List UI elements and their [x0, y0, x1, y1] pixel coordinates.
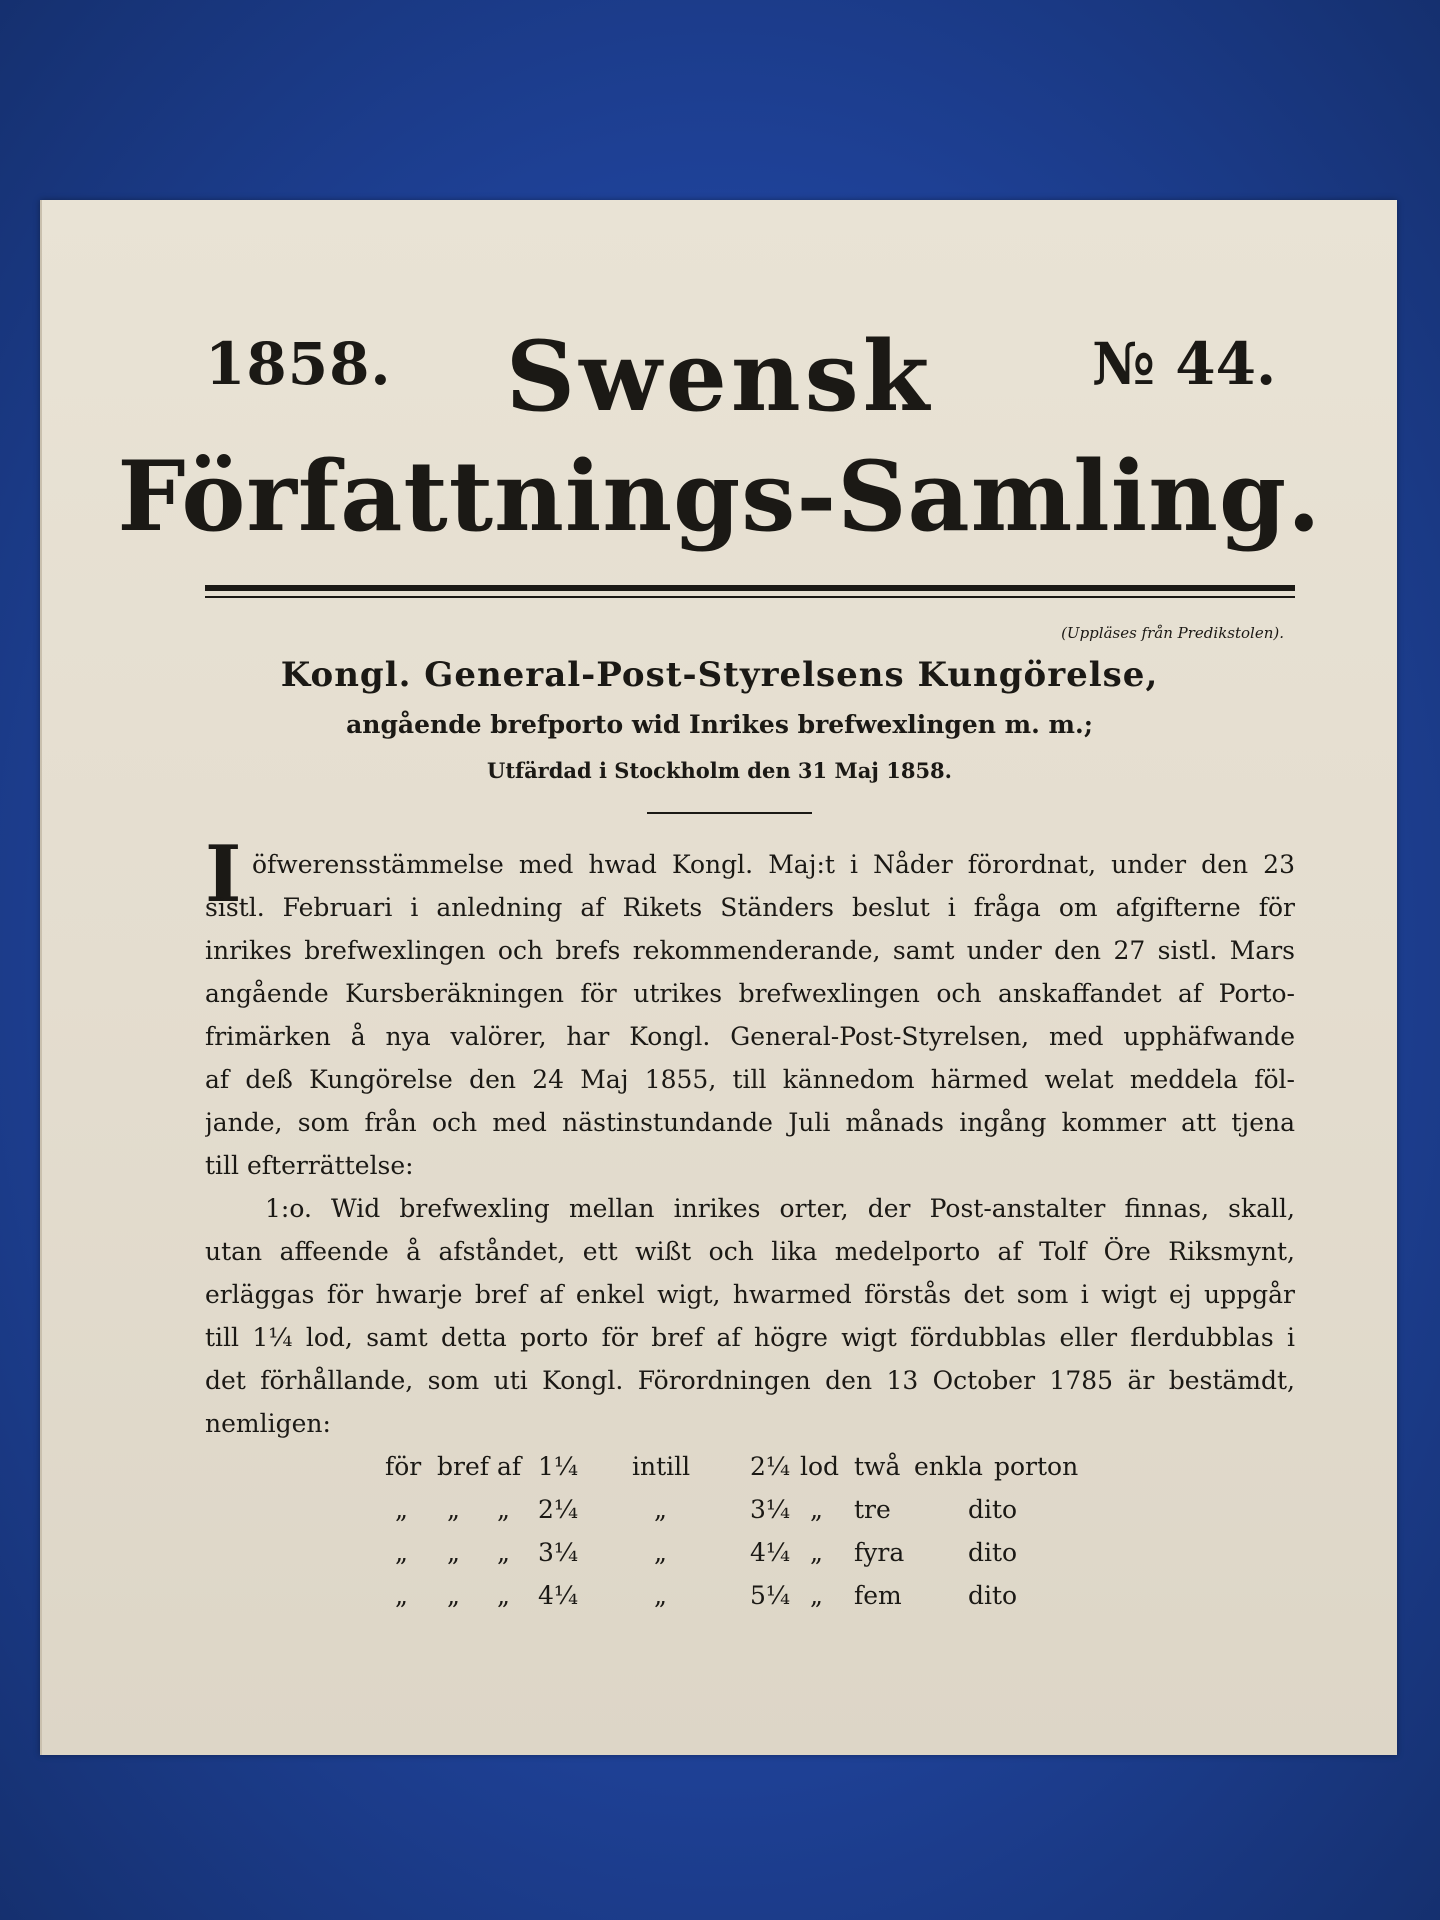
table-cell: 3¼ — [538, 1538, 579, 1567]
body-line: sistl. Februari i anledning af Rikets Ständers beslut i fråga om afgifterne för — [205, 893, 1295, 922]
table-cell: „ — [497, 1538, 510, 1567]
table-cell: „ — [395, 1538, 408, 1567]
table-cell: dito — [968, 1495, 1018, 1524]
body-line: 1:o. Wid brefwexling mellan inrikes orter, der Post-anstalter finnas, skall, — [265, 1194, 1295, 1223]
body-line: angående Kursberäkningen för utrikes brefwexlingen och anskaffandet af Porto- — [205, 979, 1295, 1008]
table-cell: „ — [447, 1538, 460, 1567]
table-cell: „ — [654, 1581, 667, 1610]
table-cell: 4¼ — [538, 1581, 579, 1610]
body-line: öfwerensstämmelse med hwad Kongl. Maj:t i Nåder förordnat, under den 23 — [252, 850, 1295, 879]
table-cell: „ — [654, 1538, 667, 1567]
table-cell: „ — [810, 1538, 823, 1567]
table-cell: enkla — [914, 1452, 983, 1481]
body-line: det förhållande, som uti Kongl. Förordningen den 13 October 1785 är bestämdt, — [205, 1366, 1295, 1395]
table-cell: 5¼ — [750, 1581, 791, 1610]
table-cell: dito — [968, 1538, 1018, 1567]
body-line: till 1¼ lod, samt detta porto för bref af högre wigt fördubblas eller flerdubblas i — [205, 1323, 1295, 1352]
body-line: af deß Kungörelse den 24 Maj 1855, till kännedom härmed welat meddela föl- — [205, 1065, 1295, 1094]
table-cell: lod — [800, 1452, 840, 1481]
table-cell: fyra — [854, 1538, 905, 1567]
table-cell: porton — [994, 1452, 1079, 1481]
document-page — [40, 200, 1397, 1755]
table-cell: för — [385, 1452, 422, 1481]
table-cell: 2¼ — [538, 1495, 579, 1524]
table-cell: bref — [437, 1452, 490, 1481]
table-cell: „ — [654, 1495, 667, 1524]
table-cell: af — [497, 1452, 522, 1481]
table-cell: 4¼ — [750, 1538, 791, 1567]
table-cell: 2¼ — [750, 1452, 791, 1481]
heading-line-3: Utfärdad i Stockholm den 31 Maj 1858. — [487, 758, 952, 783]
year: 1858. — [205, 330, 392, 398]
title-line-1: Swensk — [505, 320, 934, 433]
body-line: nemligen: — [205, 1409, 331, 1438]
table-cell: „ — [447, 1495, 460, 1524]
table-cell: „ — [395, 1581, 408, 1610]
body-line: till efterrättelse: — [205, 1151, 414, 1180]
table-cell: „ — [497, 1581, 510, 1610]
table-cell: „ — [447, 1581, 460, 1610]
table-cell: intill — [632, 1452, 691, 1481]
heading-line-2: angående brefporto wid Inrikes brefwexlingen m. m.; — [346, 710, 1093, 739]
table-cell: twå — [854, 1452, 901, 1481]
table-cell: „ — [497, 1495, 510, 1524]
title-rule-thin — [205, 596, 1295, 598]
drop-cap: I — [205, 829, 242, 920]
body-line: inrikes brefwexlingen och brefs rekommenderande, samt under den 27 sistl. Mars — [205, 936, 1295, 965]
heading-divider — [647, 812, 812, 814]
body-line: jande, som från och med nästinstundande Juli månads ingång kommer att tjena — [205, 1108, 1295, 1137]
issue-number: № 44. — [1092, 330, 1277, 398]
title-rule-thick — [205, 585, 1295, 591]
table-cell: „ — [810, 1495, 823, 1524]
table-cell: tre — [854, 1495, 891, 1524]
table-cell: „ — [395, 1495, 408, 1524]
body-line: utan affeende å afståndet, ett wißt och lika medelporto af Tolf Öre Riksmynt, — [205, 1237, 1295, 1266]
body-line: erläggas för hwarje bref af enkel wigt, hwarmed förstås det som i wigt ej uppgår — [205, 1280, 1295, 1309]
table-cell: dito — [968, 1581, 1018, 1610]
table-cell: 3¼ — [750, 1495, 791, 1524]
table-cell: 1¼ — [538, 1452, 579, 1481]
heading-line-1: Kongl. General-Post-Styrelsens Kungörelse, — [280, 655, 1159, 695]
table-cell: fem — [854, 1581, 902, 1610]
reading-note: (Uppläses från Predikstolen). — [1061, 624, 1284, 642]
body-line: frimärken å nya valörer, har Kongl. General-Post-Styrelsen, med upphäfwande — [205, 1022, 1295, 1051]
table-cell: „ — [810, 1581, 823, 1610]
title-line-2: Författnings-Samling. — [117, 440, 1322, 553]
